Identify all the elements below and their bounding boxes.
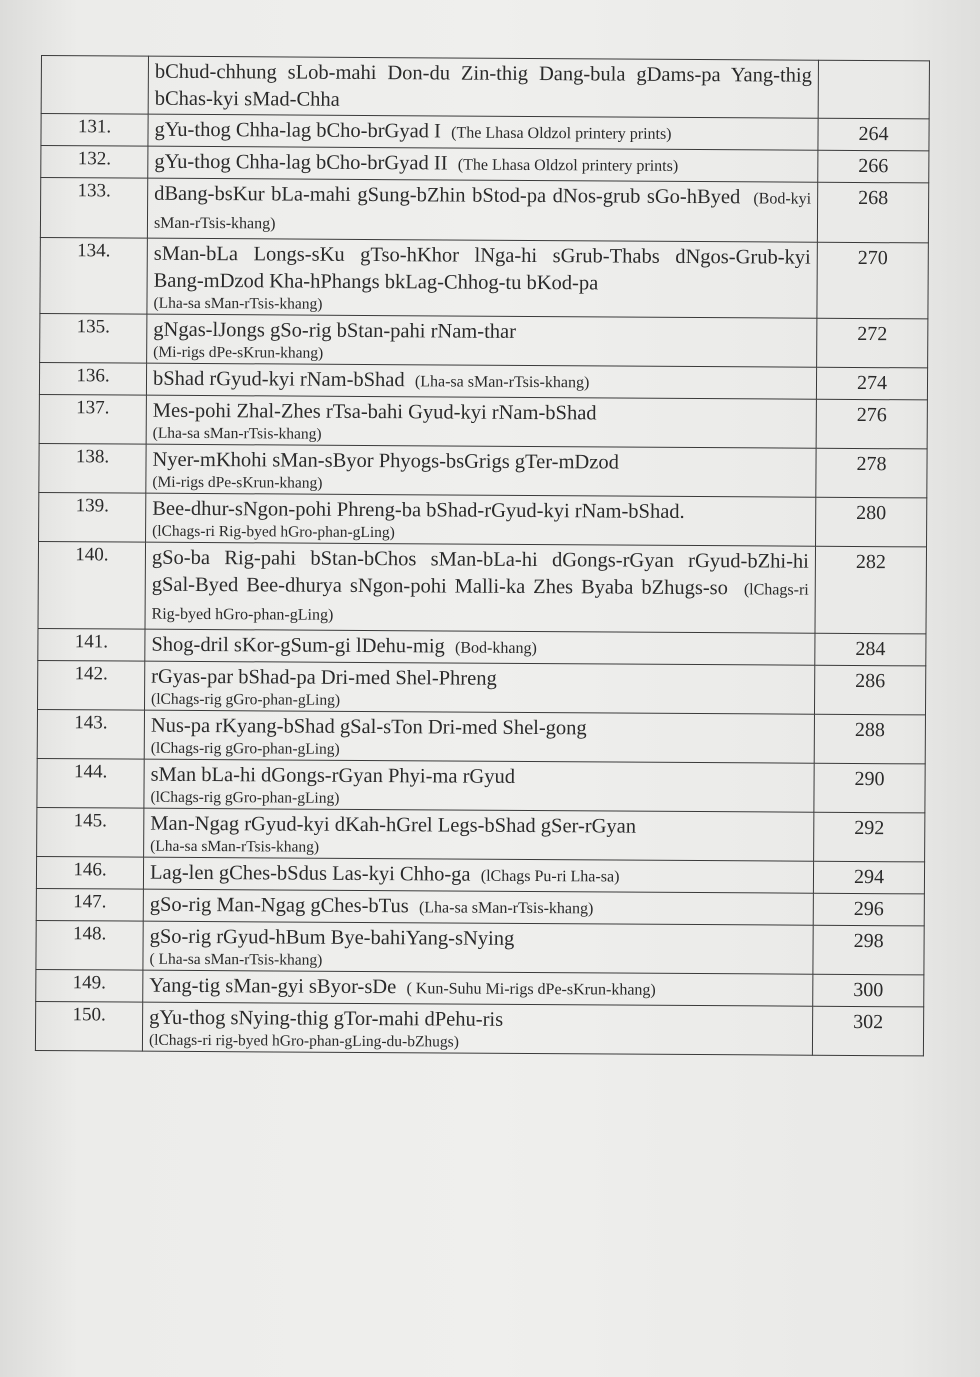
entry-title: dBang-bsKur bLa-mahi gSung-bZhin bStod-pa dNos-grub sGo-hByed (154, 182, 741, 209)
entry-page-number: 274 (816, 367, 927, 400)
entry-title: Lag-len gChes-bSdus Las-kyi Chho-ga (149, 861, 471, 886)
entry-number: 131. (41, 114, 148, 147)
entry-number: 142. (38, 660, 145, 710)
entry-number: 146. (36, 856, 143, 889)
table-row (39, 492, 927, 546)
entry-publisher: (lChags-rig gGro-phan-gLing) (150, 788, 340, 807)
entry-title-cell (147, 178, 817, 242)
entry-title: gSo-rig Man-Ngag gChes-bTus (149, 893, 409, 918)
entry-number: 136. (39, 362, 146, 395)
table-row (37, 709, 925, 763)
entry-page-number: 270 (817, 242, 928, 319)
entry-title-cell (146, 363, 816, 399)
entry-number: 137. (39, 394, 146, 444)
entry-number: 140. (38, 541, 146, 629)
entry-page-number: 292 (814, 812, 925, 862)
entry-title: bChud-chhung sLob-mahi Don-du Zin-thig Dang-bula gDams-pa Yang-thig bChas-kyi sMad-Chha (154, 60, 812, 111)
table-row (41, 146, 929, 183)
table-row (41, 56, 929, 119)
entry-title-cell (146, 493, 816, 546)
entry-publisher: (Mi-rigs dPe-sKrun-khang) (153, 343, 324, 362)
entry-title-cell (146, 444, 816, 497)
entry-title-cell (147, 314, 817, 367)
entry-title: Mes-pohi Zhal-Zhes rTsa-bahi Gyud-kyi rNam-bShad (152, 399, 597, 425)
entry-page-number: 288 (814, 714, 925, 764)
entry-publisher: (lChags-rig gGro-phan-gLing) (151, 690, 341, 709)
table-row (38, 660, 926, 714)
table-row (37, 758, 925, 812)
entry-number: 147. (36, 888, 143, 921)
table-row (38, 541, 927, 633)
entry-number: 138. (39, 443, 146, 493)
entry-title: rGyas-par bShad-pa Dri-med Shel-Phreng (151, 665, 497, 690)
entry-title-cell (144, 759, 814, 812)
entry-publisher: ( Lha-sa sMan-rTsis-khang) (149, 950, 323, 969)
entry-page-number: 276 (816, 399, 927, 449)
entry-title-cell (148, 146, 818, 182)
entry-publisher: ( Kun-Suhu Mi-rigs dPe-sKrun-khang) (406, 980, 656, 999)
table-row (39, 394, 927, 448)
table-row (39, 362, 927, 399)
entry-number: 149. (36, 969, 143, 1002)
entry-publisher: (The Lhasa Oldzol printery prints) (457, 156, 679, 175)
entry-page-number: 300 (813, 974, 924, 1007)
entry-number: 144. (37, 758, 144, 808)
entry-title-cell (148, 56, 818, 118)
entry-title-cell (145, 542, 816, 633)
table-row (35, 1001, 923, 1055)
entry-title: Bee-dhur-sNgon-pohi Phreng-ba bShad-rGyud-kyi rNam-bShad. (152, 497, 685, 523)
entry-number: 141. (38, 628, 145, 661)
entry-title-cell (144, 808, 814, 861)
contents-table (35, 55, 930, 1056)
entry-title-cell (146, 395, 816, 448)
table-row (40, 313, 928, 367)
entry-publisher: (Lha-sa sMan-rTsis-khang) (152, 424, 322, 443)
entry-title: Yang-tig sMan-gyi sByor-sDe (149, 974, 397, 999)
table-row (36, 920, 924, 974)
entry-page-number: 272 (817, 318, 928, 368)
entry-title: gNgas-lJongs gSo-rig bStan-pahi rNam-thar (153, 318, 517, 343)
entry-publisher: (The Lhasa Oldzol printery prints) (451, 124, 672, 143)
contents-table-body (35, 56, 929, 1056)
entry-title-cell (143, 970, 813, 1006)
entry-title-cell (148, 114, 818, 150)
table-row (40, 178, 928, 243)
entry-page-number: 284 (815, 633, 926, 666)
entry-page-number (818, 60, 929, 119)
entry-title: gYu-thog Chha-lag bCho-brGyad II (154, 150, 448, 175)
entry-publisher: (Lha-sa sMan-rTsis-khang) (153, 294, 323, 313)
entry-publisher: (Bod-khang) (454, 639, 537, 658)
entry-page-number: 294 (813, 861, 924, 894)
entry-page-number: 278 (816, 448, 927, 498)
entry-page-number: 282 (815, 546, 927, 634)
entry-title-cell (145, 629, 815, 665)
entry-page-number: 296 (813, 893, 924, 926)
entry-number: 145. (37, 807, 144, 857)
table-row (36, 969, 924, 1006)
entry-number: 135. (40, 313, 147, 363)
entry-title: Nyer-mKhohi sMan-sByor Phyogs-bsGrigs gTer-mDzod (152, 448, 619, 474)
entry-title-cell (143, 889, 813, 925)
entry-publisher: (lChags-rig gGro-phan-gLing) (150, 739, 340, 758)
entry-title: Shog-dril sKor-gSum-gi lDehu-mig (151, 633, 445, 658)
entry-title-cell (147, 238, 817, 318)
entry-number: 132. (41, 146, 148, 179)
entry-page-number: 264 (818, 118, 929, 151)
entry-page-number: 268 (817, 182, 928, 243)
entry-title: gYu-thog Chha-lag bCho-brGyad I (154, 118, 441, 143)
entry-page-number: 266 (818, 150, 929, 183)
table-row (40, 237, 928, 318)
entry-publisher: (lChags-ri rig-byed hGro-phan-gLing-du-bZhugs) (148, 1031, 459, 1051)
table-row (36, 888, 924, 925)
entry-publisher: (Lha-sa sMan-rTsis-khang) (418, 899, 594, 918)
entry-title: gSo-ba Rig-pahi bStan-bChos sMan-bLa-hi dGongs-rGyan rGyud-bZhi-hi gSal-Byed Bee-dhurya sNgon-pohi Malli-ka Zhes Byaba bZhugs-so (151, 546, 809, 600)
entry-title: sMan-bLa Longs-sKu gTso-hKhor lNga-hi sGrub-Thabs dNgos-Grub-kyi Bang-mDzod Kha-hPhangs bkLag-Chhog-tu bKod-pa (153, 242, 811, 295)
table-row (39, 443, 927, 497)
entry-title: bShad rGyud-kyi rNam-bShad (152, 367, 405, 392)
entry-title: Nus-pa rKyang-bShad gSal-sTon Dri-med Shel-gong (150, 714, 587, 740)
entry-title-cell (143, 921, 813, 974)
entry-title-cell (144, 661, 814, 714)
entry-publisher: (Lha-sa sMan-rTsis-khang) (150, 837, 320, 856)
table-row (36, 856, 924, 893)
entry-number (41, 56, 148, 115)
entry-number: 134. (40, 237, 147, 314)
entry-number: 150. (35, 1001, 142, 1051)
entry-page-number: 286 (814, 665, 925, 715)
entry-number: 148. (36, 920, 143, 970)
entry-number: 133. (40, 178, 147, 239)
entry-publisher: (lChags-ri Rig-byed hGro-phan-gLing) (152, 522, 395, 542)
entry-publisher: (Mi-rigs dPe-sKrun-khang) (152, 473, 323, 492)
entry-number: 143. (37, 709, 144, 759)
entry-title: sMan bLa-hi dGongs-rGyan Phyi-ma rGyud (150, 763, 516, 788)
entry-page-number: 280 (816, 497, 927, 547)
entry-title-cell (142, 1002, 812, 1055)
entry-title: Man-Ngag rGyud-kyi dKah-hGrel Legs-bShad gSer-rGyan (150, 812, 637, 838)
entry-page-number: 302 (812, 1006, 923, 1056)
entry-title: gYu-thog sNying-thig gTor-mahi dPehu-ris (149, 1006, 504, 1031)
entry-page-number: 298 (813, 925, 924, 975)
entry-number: 139. (39, 492, 146, 542)
entry-publisher: (Bod-kyi sMan-rTsis-khang) (153, 190, 812, 233)
entry-publisher: (Lha-sa sMan-rTsis-khang) (414, 373, 590, 392)
table-row (38, 628, 926, 665)
entry-title-cell (144, 710, 814, 763)
table-row (41, 114, 929, 151)
entry-page-number: 290 (814, 763, 925, 813)
entry-title: gSo-rig rGyud-hBum Bye-bahiYang-sNying (149, 925, 515, 950)
entry-publisher: (lChags-ri Rig-byed hGro-phan-gLing) (151, 581, 809, 624)
entry-title-cell (143, 857, 813, 893)
entry-publisher: (lChags Pu-ri Lha-sa) (480, 867, 620, 886)
table-row (37, 807, 925, 861)
